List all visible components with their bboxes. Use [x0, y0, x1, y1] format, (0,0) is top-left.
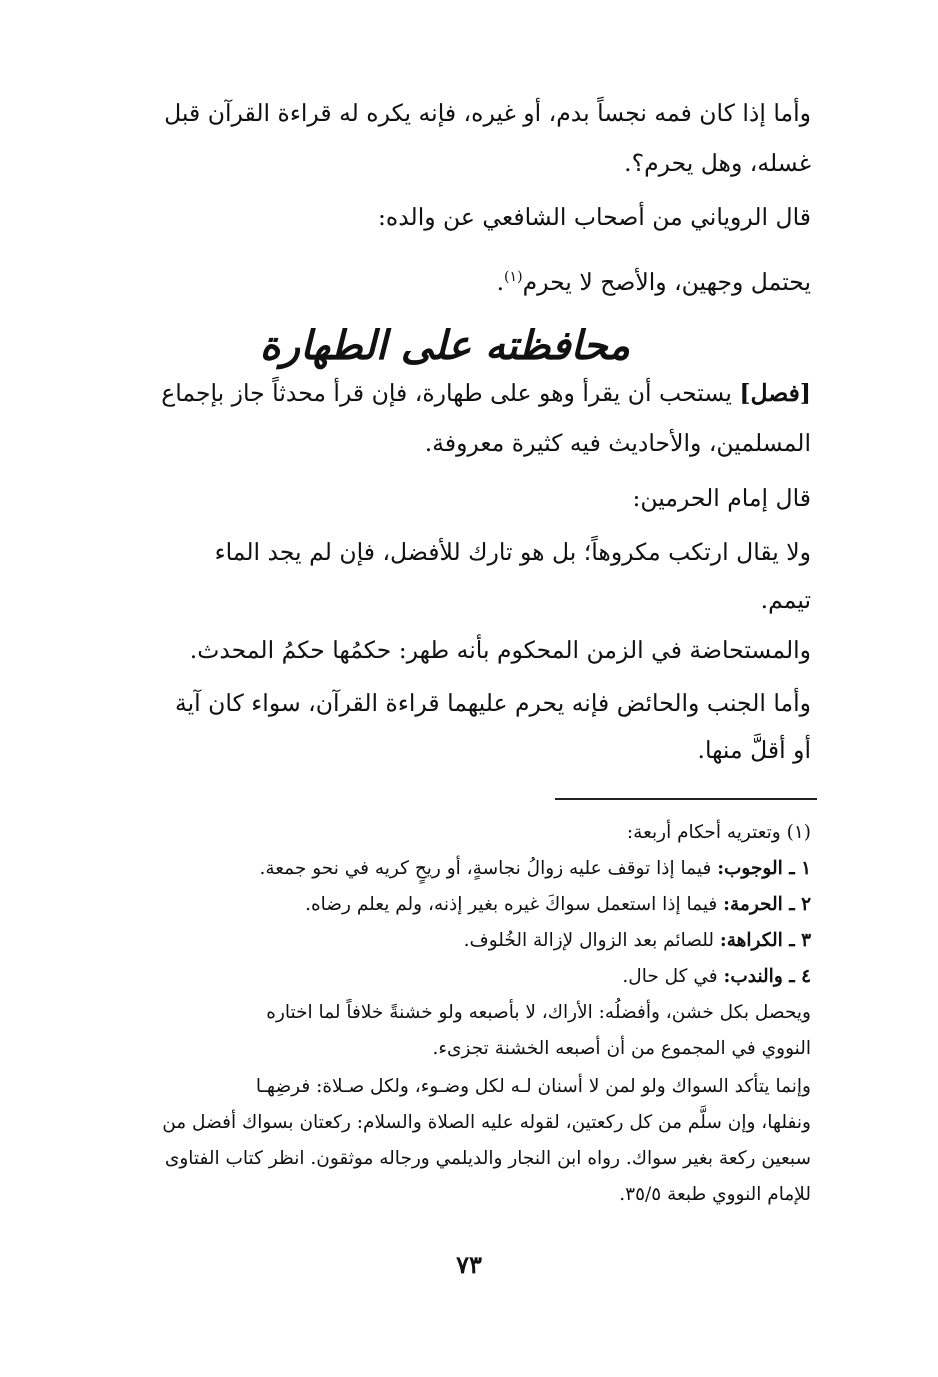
footnote-item-3-text: للصائم بعد الزوال لإزالة الخُلوف.	[463, 930, 720, 951]
paragraph-6-line-1: ولا يقال ارتكب مكروهاً؛ بل هو تارك للأفضل، فإن لم يجد الماء	[214, 538, 811, 566]
footnote-paragraph-2-line-4: للإمام النووي طبعة ٣٥/٥.	[619, 1184, 811, 1205]
section-heading: محافظته على الطهارة	[259, 322, 630, 369]
paragraph-8-line-2: أو أقلَّ منها.	[697, 736, 811, 764]
paragraph-3-text: يحتمل وجهين، والأصح لا يحرم	[522, 267, 811, 296]
footnote-separator	[555, 798, 817, 800]
footnote-item-2	[305, 892, 811, 918]
paragraph-4-line-1-text: يستحب أن يقرأ وهو على طهارة، فإن قرأ محدثاً جاز بإجماع	[161, 379, 740, 407]
footnote-item-2-text: فيما إذا استعمل سواكَ غيره بغير إذنه، ولم يعلم رضاه.	[305, 894, 724, 915]
paragraph-4-line-2: المسلمين، والأحاديث فيه كثيرة معروفة.	[424, 429, 811, 457]
footnote-paragraph-2-line-1: وإنما يتأكد السواك ولو لمن لا أسنان لـه لكل وضـوء، ولكل صـلاة: فرضِهـا	[255, 1076, 811, 1097]
paragraph-7: والمستحاضة في الزمن المحكوم بأنه طهر: حكمُها حكمُ المحدث.	[189, 636, 811, 664]
paragraph-4-line-1	[161, 378, 811, 408]
paragraph-3	[497, 262, 811, 297]
paragraph-1-line-1: وأما إذا كان فمه نجساً بدم، أو غيره، فإنه يكره له قراءة القرآن قبل	[164, 99, 811, 127]
footnote-item-1	[259, 856, 811, 882]
paragraph-5: قال إمام الحرمين:	[632, 484, 811, 512]
footnote-item-4	[622, 964, 811, 990]
section-label: [فصل]	[739, 379, 811, 407]
footnote-item-3-label: ٣ ـ الكراهة:	[719, 930, 811, 951]
footnote-item-4-label: ٤ ـ والندب:	[723, 966, 811, 987]
footnote-reference: (١)	[504, 269, 523, 285]
paragraph-3-end: .	[496, 267, 505, 296]
footnote-item-1-label: ١ ـ الوجوب:	[717, 858, 811, 879]
paragraph-6-line-2: تيمم.	[760, 586, 811, 614]
footnote-item-3	[464, 928, 811, 954]
paragraph-2: قال الروياني من أصحاب الشافعي عن والده:	[377, 203, 811, 231]
paragraph-1-line-2: غسله، وهل يحرم؟.	[624, 149, 811, 177]
footnote-item-4-text: في كل حال.	[622, 966, 724, 987]
paragraph-8-line-1: وأما الجنب والحائض فإنه يحرم عليهما قراءة القرآن، سواء كان آية	[175, 689, 811, 717]
footnote-paragraph-1-line-1: ويحصل بكل خشن، وأفضلُه: الأراك، لا بأصبعه ولو خشنةً خلافاً لما اختاره	[266, 1002, 811, 1023]
footnote-paragraph-2-line-3: سبعين ركعة بغير سواك. رواه ابن النجار والديلمي ورجاله موثقون. انظر كتاب الفتاوى	[164, 1148, 811, 1169]
footnote-item-1-text: فيما إذا توقف عليه زوالُ نجاسةٍ، أو ريحٍ كريه في نحو جمعة.	[259, 858, 718, 879]
footnote-paragraph-1-line-2: النووي في المجموع من أن أصبعه الخشنة تجزىء.	[432, 1038, 811, 1059]
footnote-intro: (١) وتعتريه أحكام أربعة:	[626, 822, 811, 843]
footnote-paragraph-2-line-2: ونفلها، وإن سلَّم من كل ركعتين، لقوله عليه الصلاة والسلام: ركعتان بسواك أفضل من	[162, 1112, 811, 1133]
footnote-item-2-label: ٢ ـ الحرمة:	[723, 894, 811, 915]
page-number: ٧٣	[456, 1250, 482, 1279]
